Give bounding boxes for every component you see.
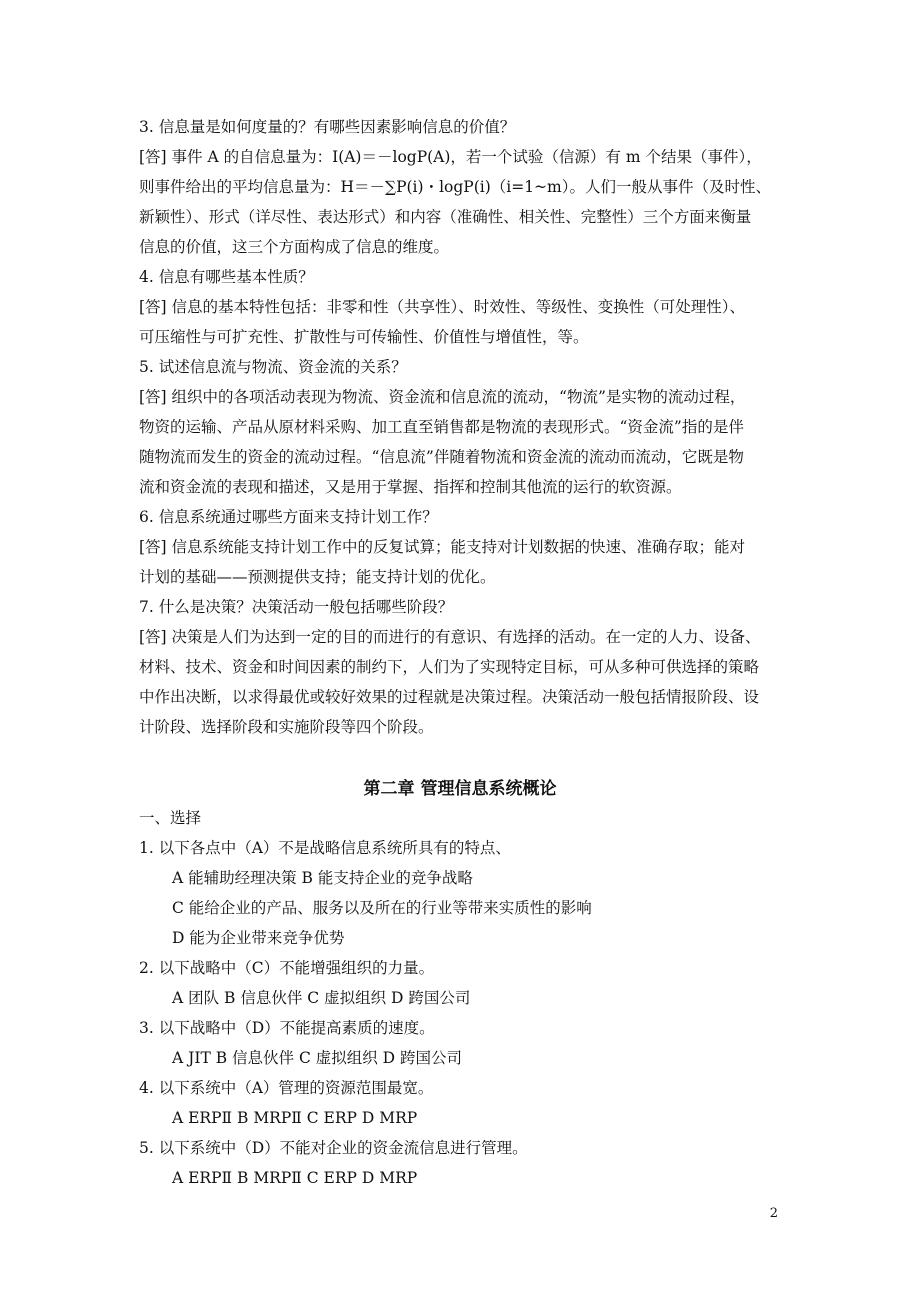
text-line: A JIT B 信息伙伴 C 虚拟组织 D 跨国公司 xyxy=(172,1049,463,1067)
text-line: 5. 试述信息流与物流、资金流的关系？ xyxy=(139,358,407,376)
text-line: 材料、技术、资金和时间因素的制约下，人们为了实现特定目标，可从多种可供选择的策略 xyxy=(139,658,760,676)
text-line: 7. 什么是决策？决策活动一般包括哪些阶段？ xyxy=(139,598,454,616)
text-line: 流和资金流的表现和描述，又是用于掌握、指挥和控制其他流的运行的软资源。 xyxy=(139,478,682,496)
text-line: [答] 信息系统能支持计划工作中的反复试算；能支持对计划数据的快速、准确存取；能对 xyxy=(139,538,746,556)
text-line: D 能为企业带来竞争优势 xyxy=(172,929,345,947)
text-line: [答] 决策是人们为达到一定的目的而进行的有意识、有选择的活动。在一定的人力、设备、 xyxy=(139,628,761,646)
qa-section xyxy=(139,112,785,742)
choice-section xyxy=(139,803,785,1193)
text-line: 新颖性）、形式（详尽性、表达形式）和内容（准确性、相关性、完整性）三个方面来衡量 xyxy=(139,208,752,226)
text-line: 6. 信息系统通过哪些方面来支持计划工作？ xyxy=(139,508,438,526)
text-line: 2. 以下战略中（C）不能增强组织的力量。 xyxy=(139,959,435,977)
page-number: 2 xyxy=(769,1206,778,1221)
text-line: [答] 信息的基本特性包括：非零和性（共享性）、时效性、等级性、变换性（可处理性）、 xyxy=(139,298,746,316)
text-line: A 能辅助经理决策 B 能支持企业的竞争战略 xyxy=(172,869,473,887)
text-line: 3. 信息量是如何度量的？有哪些因素影响信息的价值？ xyxy=(139,118,516,136)
text-line: A ERPⅡ B MRPⅡ C ERP D MRP xyxy=(172,1169,418,1187)
text-line: 5. 以下系统中（D）不能对企业的资金流信息进行管理。 xyxy=(139,1139,528,1157)
text-line: [答] 组织中的各项活动表现为物流、资金流和信息流的流动，“物流”是实物的流动过程， xyxy=(139,388,746,406)
text-line: 中作出决断，以求得最优或较好效果的过程就是决策过程。决策活动一般包括情报阶段、设 xyxy=(139,688,760,706)
text-line: A 团队 B 信息伙伴 C 虚拟组织 D 跨国公司 xyxy=(172,989,471,1007)
chapter-title: 第二章 管理信息系统概论 xyxy=(363,779,557,799)
text-line: 计阶段、选择阶段和实施阶段等四个阶段。 xyxy=(139,718,434,736)
text-line: 可压缩性与可扩充性、扩散性与可传输性、价值性与增值性，等。 xyxy=(139,328,589,346)
text-line: 则事件给出的平均信息量为：H＝－∑P(i)・logP(i)（i=1~m）。人们一般从事件（及时性、 xyxy=(139,178,771,196)
text-line: A ERPⅡ B MRPⅡ C ERP D MRP xyxy=(172,1109,418,1127)
text-line: 1. 以下各点中（A）不是战略信息系统所具有的特点、 xyxy=(139,839,511,857)
text-line: 计划的基础——预测提供支持；能支持计划的优化。 xyxy=(139,568,496,586)
text-line: 物资的运输、产品从原材料采购、加工直至销售都是物流的表现形式。“资金流”指的是伴 xyxy=(139,418,744,436)
text-line: 4. 信息有哪些基本性质？ xyxy=(139,268,314,286)
text-line: C 能给企业的产品、服务以及所在的行业等带来实质性的影响 xyxy=(172,899,592,917)
text-line: [答] 事件 A 的自信息量为：I(A)＝－logP(A)，若一个试验（信源）有 m 个结果（事件）， xyxy=(139,148,762,166)
text-line: 随物流而发生的资金的流动过程。“信息流”伴随着物流和资金流的流动而流动，它既是物 xyxy=(139,448,744,466)
text-line: 一、选择 xyxy=(139,809,202,827)
text-line: 信息的价值，这三个方面构成了信息的维度。 xyxy=(139,238,450,256)
text-line: 3. 以下战略中（D）不能提高素质的速度。 xyxy=(139,1019,435,1037)
text-line: 4. 以下系统中（A）管理的资源范围最宽。 xyxy=(139,1079,434,1097)
